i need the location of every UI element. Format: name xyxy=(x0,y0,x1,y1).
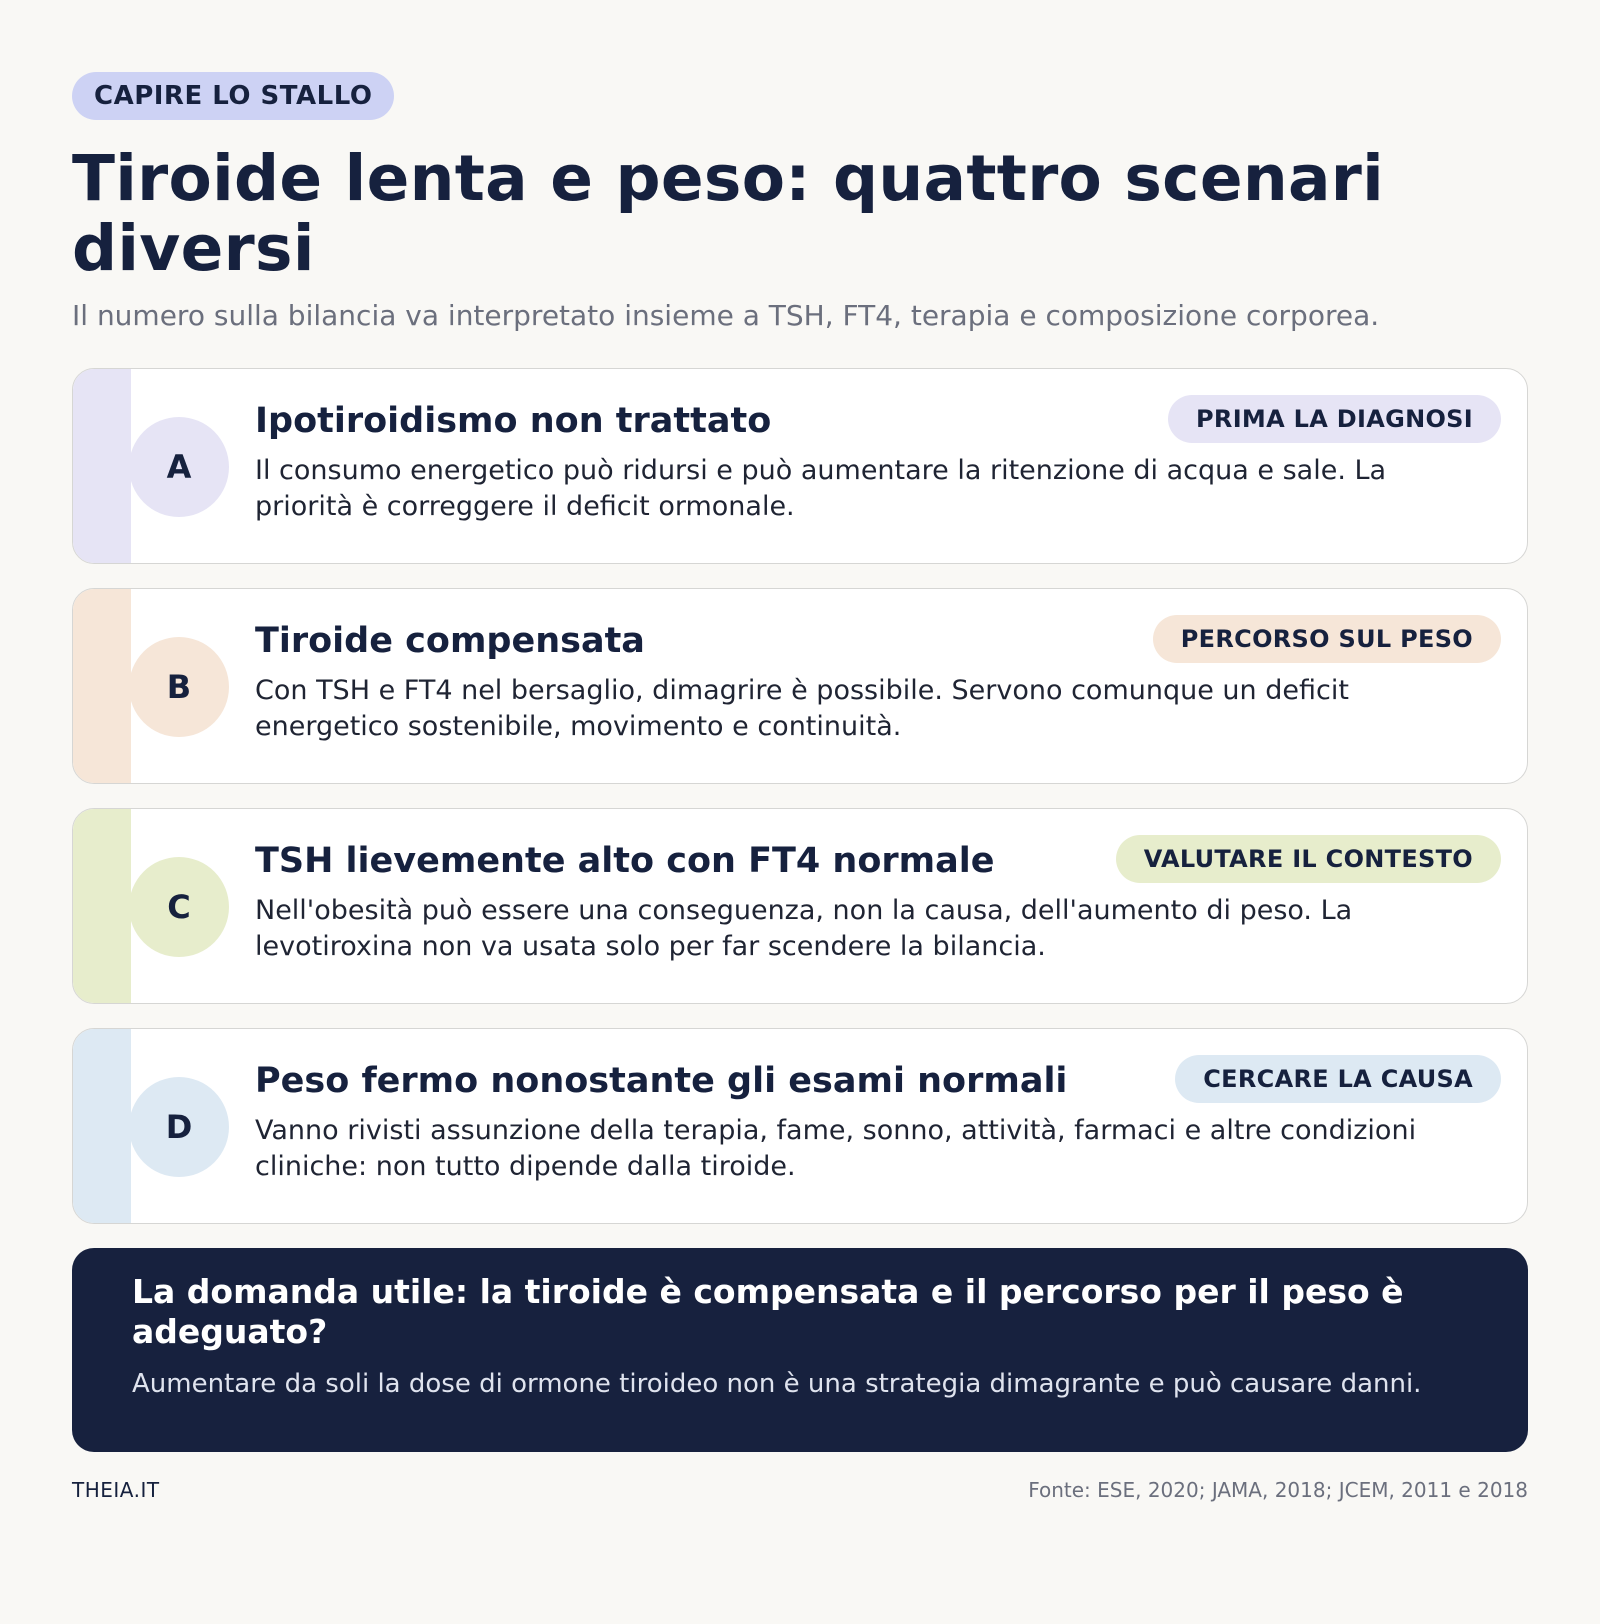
letter-badge: C xyxy=(129,857,229,957)
scenario-title: Tiroide compensata xyxy=(255,621,645,661)
page-title: Tiroide lenta e peso: quattro scenari diversi xyxy=(72,142,1385,285)
scenario-card-d xyxy=(72,1028,1528,1224)
card-accent-stripe xyxy=(73,809,131,1003)
callout-title: La domanda utile: la tiroide è compensata e il percorso per il peso è adeguato? xyxy=(132,1272,1404,1351)
letter-badge: B xyxy=(129,637,229,737)
scenario-title: Ipotiroidismo non trattato xyxy=(255,401,772,441)
eyebrow-badge: CAPIRE LO STALLO xyxy=(72,72,394,120)
card-accent-stripe xyxy=(73,1029,131,1223)
brand-label: THEIA.IT xyxy=(72,1478,160,1502)
scenario-description: Vanno rivisti assunzione della terapia, fame, sonno, attività, farmaci e altre condizioni cliniche: non tutto dipende dalla tiroide. xyxy=(255,1115,1417,1182)
scenario-title: TSH lievemente alto con FT4 normale xyxy=(255,841,995,881)
scenario-description: Il consumo energetico può ridursi e può aumentare la ritenzione di acqua e sale. La priorità è correggere il deficit ormonale. xyxy=(255,455,1387,522)
scenario-card-c xyxy=(72,808,1528,1004)
key-question-callout xyxy=(72,1248,1528,1452)
page-subtitle: Il numero sulla bilancia va interpretato insieme a TSH, FT4, terapia e composizione corporea. xyxy=(72,299,1380,332)
scenario-card-a xyxy=(72,368,1528,564)
source-citation: Fonte: ESE, 2020; JAMA, 2018; JCEM, 2011 e 2018 xyxy=(1028,1478,1528,1502)
scenario-tag: CERCARE LA CAUSA xyxy=(1175,1055,1501,1103)
scenario-list xyxy=(72,368,1528,1224)
letter-badge: A xyxy=(129,417,229,517)
scenario-description: Nell'obesità può essere una conseguenza, non la causa, dell'aumento di peso. La levotiroxina non va usata solo per far scendere la bilancia. xyxy=(255,895,1353,962)
footer xyxy=(72,1478,1528,1508)
scenario-tag: PERCORSO SUL PESO xyxy=(1153,615,1501,663)
scenario-tag: PRIMA LA DIAGNOSI xyxy=(1168,395,1501,443)
scenario-title: Peso fermo nonostante gli esami normali xyxy=(255,1061,1068,1101)
letter-badge: D xyxy=(129,1077,229,1177)
scenario-tag: VALUTARE IL CONTESTO xyxy=(1116,835,1501,883)
scenario-description: Con TSH e FT4 nel bersaglio, dimagrire è possibile. Servono comunque un deficit energetico sostenibile, movimento e continuità. xyxy=(255,675,1349,742)
card-accent-stripe xyxy=(73,369,131,563)
callout-text: Aumentare da soli la dose di ormone tiroideo non è una strategia dimagrante e può causare danni. xyxy=(132,1369,1422,1399)
card-accent-stripe xyxy=(73,589,131,783)
scenario-card-b xyxy=(72,588,1528,784)
infographic xyxy=(72,72,1528,1452)
